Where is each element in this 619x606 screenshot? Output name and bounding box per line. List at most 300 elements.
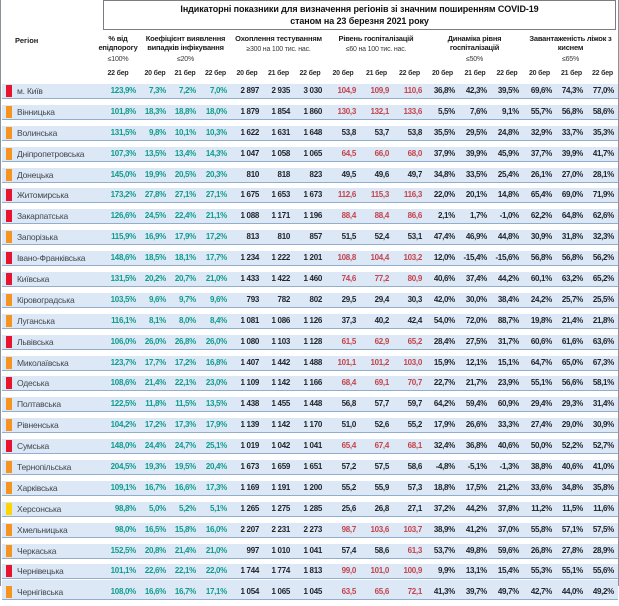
cell-hospitalization-level: 68,1 [407,441,422,451]
cell-hospitalization-dynamics: 35,5% [433,127,455,137]
cell-hospitalization-level: 74,6 [341,274,356,284]
region-name: Донецька [17,169,54,180]
status-marker [6,503,12,515]
status-marker [6,398,12,410]
cell-testing-coverage: 2 207 [240,524,259,534]
cell-hospitalization-level: 109,9 [370,86,389,95]
cell-oxygen-beds-occupancy: 21,8% [592,315,614,325]
region-cell [2,84,96,98]
cell-epid-threshold: 148,6% [110,253,136,263]
cell-oxygen-beds-occupancy: 64,8% [561,211,583,221]
cell-testing-coverage: 1 407 [240,357,259,367]
cell-hospitalization-level: 52,4 [374,232,389,242]
region-cell [2,585,96,599]
cell-detection-coefficient: 18,3% [144,106,166,116]
cell-hospitalization-level: 68,4 [341,378,356,388]
cell-detection-coefficient: 7,0% [209,86,227,95]
column-header-threshold: ≥300 на 100 тис. нас. [246,46,311,54]
status-marker [6,231,12,243]
cell-testing-coverage: 1 422 [271,274,290,284]
status-marker [6,419,12,431]
cell-hospitalization-level: 59,7 [407,399,422,409]
cell-detection-coefficient: 17,2% [144,420,166,430]
cell-oxygen-beds-occupancy: 24,2% [530,294,552,304]
status-marker [6,252,12,264]
cell-hospitalization-level: 103,2 [403,253,422,263]
cell-oxygen-beds-occupancy: 25,5% [592,294,614,304]
region-cell [2,376,96,390]
cell-hospitalization-dynamics: 41,2% [465,524,487,534]
cell-testing-coverage: 1 058 [271,148,290,158]
cell-hospitalization-level: 68,0 [407,148,422,158]
region-name: Волинська [17,127,58,138]
cell-oxygen-beds-occupancy: 11,5% [562,503,583,513]
cell-hospitalization-dynamics: 34,8% [433,169,455,179]
table-row [2,293,618,308]
cell-oxygen-beds-occupancy: 32,3% [592,232,614,242]
cell-oxygen-beds-occupancy: 65,0% [561,357,583,367]
cell-detection-coefficient: 20,3% [205,169,227,179]
cell-oxygen-beds-occupancy: 21,4% [561,315,583,325]
cell-detection-coefficient: 9,8% [148,127,166,137]
cell-hospitalization-level: 61,5 [341,336,356,346]
column-header-oxygen-beds-occupancy [523,34,618,63]
cell-hospitalization-level: 55,9 [374,482,389,492]
table-row [2,585,618,600]
cell-hospitalization-level: 101,1 [337,357,356,367]
cell-hospitalization-dynamics: 37,9% [433,148,455,158]
cell-hospitalization-dynamics: 64,2% [433,399,455,409]
cell-testing-coverage: 1 200 [303,482,322,492]
cell-epid-threshold: 104,2% [110,420,136,430]
cell-testing-coverage: 1 879 [240,106,259,116]
cell-oxygen-beds-occupancy: 31,4% [592,399,614,409]
cell-oxygen-beds-occupancy: 65,2% [592,274,614,284]
table-row [2,523,618,538]
cell-hospitalization-dynamics: 72,0% [465,315,487,325]
cell-hospitalization-dynamics: 15,4% [497,566,519,576]
cell-oxygen-beds-occupancy: 55,6% [592,566,614,576]
cell-hospitalization-dynamics: 42,0% [433,294,455,304]
status-marker [6,106,12,118]
cell-testing-coverage: 1 086 [271,315,290,325]
cell-hospitalization-dynamics: 22,7% [433,378,455,388]
cell-detection-coefficient: 15,8% [174,524,196,534]
cell-oxygen-beds-occupancy: 56,6% [561,378,583,388]
cell-hospitalization-level: 57,2 [341,462,356,472]
region-cell [2,564,96,578]
cell-detection-coefficient: 17,2% [174,357,196,367]
cell-testing-coverage: 1 460 [303,274,322,284]
cell-hospitalization-dynamics: -1,3% [499,462,519,472]
cell-detection-coefficient: 19,5% [174,462,196,472]
cell-detection-coefficient: 22,0% [205,566,227,576]
cell-hospitalization-level: 56,8 [341,399,356,409]
region-cell [2,439,96,453]
date-header: 21 бер [560,70,583,77]
cell-hospitalization-dynamics: 44,2% [497,274,519,284]
status-marker [6,357,12,369]
cell-testing-coverage: 1 169 [240,482,259,492]
cell-detection-coefficient: 19,3% [144,462,166,472]
cell-detection-coefficient: 5,0% [148,503,166,513]
cell-epid-threshold: 103,5% [110,294,136,304]
cell-oxygen-beds-occupancy: 35,3% [592,127,614,137]
status-marker [6,440,12,452]
cell-detection-coefficient: 5,2% [178,503,196,513]
status-marker [6,377,12,389]
cell-hospitalization-level: 133,6 [403,106,422,116]
cell-hospitalization-level: 132,1 [370,106,389,116]
cell-epid-threshold: 122,5% [110,399,136,409]
cell-hospitalization-level: 67,4 [374,441,389,451]
cell-testing-coverage: 1 126 [303,315,322,325]
cell-oxygen-beds-occupancy: 62,6% [592,211,614,221]
cell-testing-coverage: 3 030 [303,86,322,95]
cell-hospitalization-level: 115,3 [370,190,389,200]
cell-hospitalization-dynamics: 37,0% [497,524,519,534]
cell-detection-coefficient: 11,8% [145,399,166,409]
cell-detection-coefficient: 17,1% [205,587,227,597]
date-header: 20 бер [332,70,354,77]
table-body [2,84,618,606]
cell-hospitalization-level: 108,8 [337,253,356,263]
cell-oxygen-beds-occupancy: 11,2% [531,503,552,513]
date-header: 22 бер [299,70,321,77]
table-row [2,84,618,99]
region-cell [2,188,96,202]
cell-oxygen-beds-occupancy: 63,6% [592,336,614,346]
cell-testing-coverage: 1 081 [240,315,259,325]
cell-hospitalization-level: 100,9 [403,566,422,576]
cell-oxygen-beds-occupancy: 69,6% [530,86,552,95]
cell-epid-threshold: 98,0% [114,524,136,534]
cell-hospitalization-dynamics: 13,1% [465,566,487,576]
cell-testing-coverage: 1 222 [271,253,290,263]
cell-testing-coverage: 1 813 [303,566,322,576]
region-cell [2,168,96,182]
column-header-label: Охоплення тестуванням [235,34,322,43]
cell-hospitalization-dynamics: 25,4% [497,169,519,179]
cell-epid-threshold: 145,0% [110,169,136,179]
report-title-line2: станом на 23 березня 2021 року [290,16,429,26]
column-header-threshold: ≤60 на 100 тис. нас. [345,46,407,54]
cell-epid-threshold: 131,5% [110,127,136,137]
cell-hospitalization-level: 57,4 [341,545,356,555]
cell-oxygen-beds-occupancy: 52,7% [592,441,614,451]
cell-testing-coverage: 1 860 [303,106,322,116]
cell-detection-coefficient: 22,6% [144,566,166,576]
region-name: Івано-Франківська [17,253,86,264]
cell-hospitalization-level: 112,6 [337,190,356,200]
cell-hospitalization-dynamics: 29,5% [465,127,487,137]
cell-detection-coefficient: 16,8% [205,357,227,367]
cell-detection-coefficient: 22,1% [174,566,196,576]
cell-hospitalization-dynamics: 46,9% [465,232,487,242]
cell-oxygen-beds-occupancy: 57,5% [592,524,614,534]
cell-hospitalization-level: 88,4 [341,211,356,221]
region-name: Хмельницька [17,524,68,535]
cell-testing-coverage: 1 054 [240,587,259,597]
region-name: Вінницька [17,106,55,117]
cell-detection-coefficient: 17,9% [205,420,227,430]
status-marker [6,85,12,97]
partial-row-strip [2,580,618,586]
cell-hospitalization-level: 69,1 [374,378,389,388]
cell-oxygen-beds-occupancy: 38,8% [530,462,552,472]
cell-hospitalization-dynamics: 37,2% [433,503,455,513]
cell-epid-threshold: 98,8% [114,503,136,513]
cell-testing-coverage: 1 191 [271,482,290,492]
cell-detection-coefficient: 8,4% [209,315,227,325]
table-row [2,168,618,183]
region-cell [2,147,96,161]
cell-oxygen-beds-occupancy: 56,8% [561,253,583,263]
cell-testing-coverage: 1 631 [271,127,290,137]
region-cell [2,356,96,370]
cell-oxygen-beds-occupancy: 28,9% [592,545,614,555]
cell-hospitalization-level: 58,6 [407,462,422,472]
cell-oxygen-beds-occupancy: 55,3% [530,566,552,576]
status-marker [6,189,12,201]
region-cell [2,251,96,265]
region-cell [2,502,96,516]
column-header-epid-threshold [96,34,140,63]
cell-hospitalization-dynamics: -15,6% [495,253,519,263]
status-marker [6,169,12,181]
cell-oxygen-beds-occupancy: 62,2% [530,211,552,221]
cell-oxygen-beds-occupancy: 56,2% [592,253,614,263]
cell-oxygen-beds-occupancy: 27,8% [561,545,583,555]
region-name: Запорізька [17,232,58,243]
cell-hospitalization-dynamics: 88,7% [497,315,519,325]
table-row [2,105,618,120]
cell-oxygen-beds-occupancy: 33,7% [561,127,583,137]
cell-hospitalization-dynamics: 31,7% [497,336,519,346]
cell-detection-coefficient: 9,6% [209,294,227,304]
region-cell [2,397,96,411]
cell-oxygen-beds-occupancy: 69,0% [561,190,583,200]
cell-hospitalization-level: 104,4 [370,253,389,263]
cell-hospitalization-level: 58,6 [374,545,389,555]
cell-detection-coefficient: 27,1% [174,190,196,200]
cell-testing-coverage: 1 010 [271,545,290,555]
date-header: 20 бер [144,70,166,77]
table-row [2,335,618,350]
cell-oxygen-beds-occupancy: 29,4% [530,399,552,409]
cell-detection-coefficient: 9,6% [148,294,166,304]
cell-hospitalization-dynamics: 30,0% [465,294,487,304]
table-row [2,147,618,162]
cell-testing-coverage: 1 170 [303,420,322,430]
cell-detection-coefficient: 18,5% [144,253,166,263]
status-marker [6,565,12,577]
cell-hospitalization-dynamics: 37,4% [465,274,487,284]
cell-hospitalization-dynamics: 49,7% [497,587,519,597]
region-name: Дніпропетровська [17,148,85,159]
date-header: 21 бер [174,70,196,77]
cell-hospitalization-dynamics: 44,2% [465,503,487,513]
cell-hospitalization-level: 130,3 [337,106,356,116]
cell-detection-coefficient: 17,9% [174,232,196,242]
cell-testing-coverage: 782 [277,294,290,304]
region-cell [2,126,96,140]
cell-oxygen-beds-occupancy: 30,9% [592,420,614,430]
table-row [2,209,618,224]
region-name: Житомирська [17,190,69,201]
status-marker [6,524,12,536]
cell-oxygen-beds-occupancy: 64,7% [530,357,552,367]
cell-testing-coverage: 793 [246,294,259,304]
cell-hospitalization-dynamics: 12,1% [465,357,487,367]
cell-hospitalization-dynamics: 21,2% [497,482,519,492]
cell-detection-coefficient: 14,3% [205,148,227,158]
cell-oxygen-beds-occupancy: 37,7% [530,148,552,158]
cell-hospitalization-level: 49,7 [407,169,422,179]
cell-testing-coverage: 1 196 [303,211,322,221]
cell-oxygen-beds-occupancy: 42,7% [530,587,552,597]
cell-hospitalization-level: 110,6 [403,86,422,95]
cell-hospitalization-dynamics: 15,1% [497,357,519,367]
column-header-label: Динаміка рівня госпіталізацій [447,34,502,53]
region-name: м. Київ [17,86,43,96]
cell-hospitalization-level: 29,5 [341,294,356,304]
table-row [2,230,618,245]
cell-hospitalization-dynamics: 28,4% [433,336,455,346]
cell-testing-coverage: 1 103 [271,336,290,346]
cell-epid-threshold: 116,1% [111,315,136,325]
table-row [2,418,618,433]
cell-testing-coverage: 1 648 [303,127,322,137]
cell-hospitalization-level: 63,5 [341,587,356,597]
cell-oxygen-beds-occupancy: 52,2% [561,441,583,451]
cell-detection-coefficient: 20,4% [205,462,227,472]
cell-oxygen-beds-occupancy: 60,6% [530,336,552,346]
cell-hospitalization-dynamics: 23,9% [497,378,519,388]
cell-hospitalization-level: 51,5 [341,232,356,242]
cell-hospitalization-dynamics: 9,9% [437,566,455,576]
cell-detection-coefficient: 13,5% [144,148,166,158]
cell-hospitalization-dynamics: 38,4% [497,294,519,304]
cell-detection-coefficient: 24,7% [174,441,196,451]
column-header-hospitalization-level [326,34,426,63]
cell-oxygen-beds-occupancy: 28,1% [592,169,614,179]
cell-detection-coefficient: 18,0% [205,106,227,116]
cell-hospitalization-level: 86,6 [407,211,422,221]
region-cell [2,209,96,223]
cell-hospitalization-level: 42,4 [407,315,422,325]
status-marker [6,482,12,494]
region-cell [2,314,96,328]
cell-detection-coefficient: 17,7% [144,357,166,367]
cell-hospitalization-dynamics: 60,9% [497,399,519,409]
column-header-label: Коефіцієнт виявлення випадків інфікування [145,34,226,53]
cell-epid-threshold: 101,8% [110,106,136,116]
cell-oxygen-beds-occupancy: 50,0% [530,441,552,451]
cell-hospitalization-level: 30,3 [407,294,422,304]
cell-detection-coefficient: 8,0% [178,315,196,325]
cell-epid-threshold: 106,0% [110,336,136,346]
cell-hospitalization-dynamics: 53,7% [433,545,455,555]
status-marker [6,210,12,222]
cell-detection-coefficient: 18,8% [174,106,196,116]
cell-detection-coefficient: 17,3% [174,420,196,430]
cell-testing-coverage: 1 673 [303,190,322,200]
date-headers [2,70,618,77]
cell-testing-coverage: 1 488 [303,357,322,367]
column-header-hospitalization-dynamics [426,34,523,63]
cell-detection-coefficient: 7,3% [148,86,166,95]
table-row [2,544,618,559]
cell-detection-coefficient: 16,0% [205,524,227,534]
cell-hospitalization-dynamics: 2,1% [437,211,455,221]
cell-detection-coefficient: 17,2% [205,232,227,242]
date-header: 21 бер [365,70,388,77]
cell-epid-threshold: 115,9% [111,232,136,242]
date-header: 20 бер [236,70,258,77]
cell-detection-coefficient: 16,6% [144,587,166,597]
cell-hospitalization-dynamics: 36,8% [465,441,487,451]
cell-oxygen-beds-occupancy: 74,3% [561,86,583,95]
cell-testing-coverage: 857 [309,232,322,242]
cell-hospitalization-level: 103,0 [403,357,422,367]
column-header-label: Рівень госпіталізацій [338,34,414,43]
cell-testing-coverage: 1 065 [303,148,322,158]
cell-hospitalization-level: 62,9 [374,336,389,346]
cell-hospitalization-dynamics: 1,7% [469,211,487,221]
cell-oxygen-beds-occupancy: 31,8% [561,232,583,242]
cell-hospitalization-dynamics: 33,3% [497,420,519,430]
cell-hospitalization-level: 57,7 [374,399,389,409]
cell-epid-threshold: 109,1% [110,482,136,492]
cell-hospitalization-dynamics: 9,1% [501,106,519,116]
cell-hospitalization-level: 80,9 [407,274,422,284]
cell-hospitalization-dynamics: 26,6% [465,420,487,430]
cell-testing-coverage: 1 047 [240,148,259,158]
cell-epid-threshold: 101,1% [110,566,136,576]
region-cell [2,105,96,119]
cell-detection-coefficient: 16,7% [174,587,196,597]
table-row [2,376,618,391]
cell-oxygen-beds-occupancy: 34,8% [561,482,583,492]
region-cell [2,460,96,474]
cell-testing-coverage: 1 139 [240,420,259,430]
cell-testing-coverage: 1 673 [240,462,259,472]
cell-detection-coefficient: 10,1% [174,127,196,137]
cell-testing-coverage: 802 [309,294,322,304]
cell-testing-coverage: 1 433 [240,274,259,284]
cell-hospitalization-dynamics: -15,4% [463,253,487,263]
cell-detection-coefficient: 20,2% [144,274,166,284]
column-header-region: Регіон [15,36,39,45]
region-name: Закарпатська [17,211,69,222]
cell-hospitalization-dynamics: 15,9% [433,357,455,367]
date-header: 22 бер [591,70,614,77]
status-marker [6,294,12,306]
region-cell [2,230,96,244]
region-cell [2,335,96,349]
cell-detection-coefficient: 26,0% [144,336,166,346]
date-header: 20 бер [528,70,551,77]
cell-testing-coverage: 818 [277,169,290,179]
cell-hospitalization-level: 103,7 [403,524,422,534]
cell-hospitalization-level: 70,7 [407,378,422,388]
cell-epid-threshold: 131,5% [110,274,136,284]
cell-epid-threshold: 204,5% [110,462,136,472]
cell-hospitalization-level: 55,2 [341,482,356,492]
cell-testing-coverage: 813 [246,232,259,242]
cell-detection-coefficient: 27,8% [144,190,166,200]
